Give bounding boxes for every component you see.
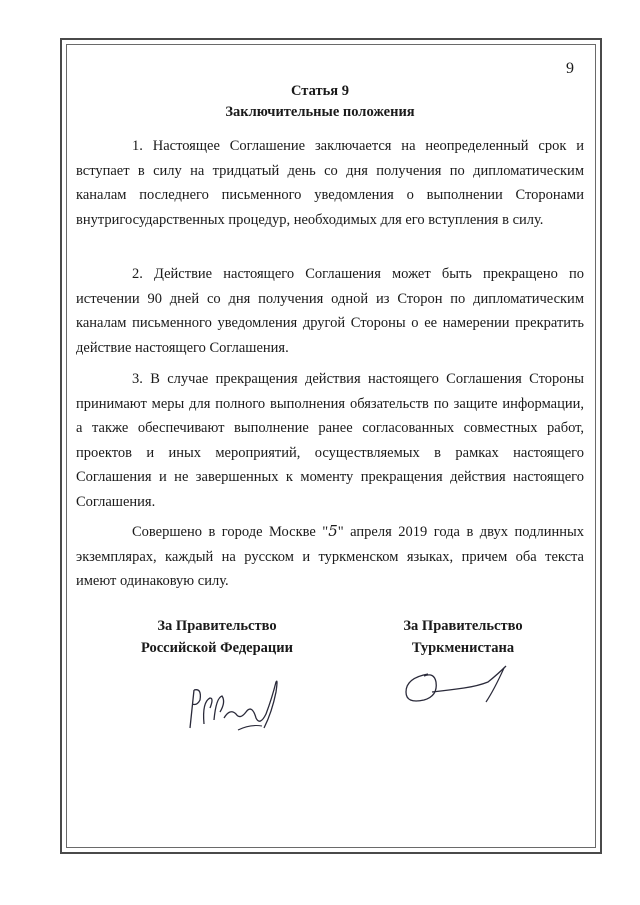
signatory-russia [112,615,322,659]
signatory-turkmenistan-line2: Туркменистана [411,640,515,656]
paragraph-4-end: " апреля 2019 года в двух подлинных экземплярах, каждый на русском и туркменском языках, причем оба текста имеют одинаковую силу. [76,524,584,589]
paragraph-1: 1. Настоящее Соглашение заключается на неопределенный срок и вступает в силу на тридцатый день со дня получения по дипломатическим каналам последнего письменного уведомления о выполнении Сторонами внутригосударственных процедур, необходимых для его вступления в силу. [76,138,584,228]
paragraph-4 [76,519,584,594]
page-number: 9 [566,60,574,77]
signature-turkmenistan [398,660,513,710]
paragraph-3: 3. В случае прекращения действия настоящего Соглашения Стороны принимают меры для полного выполнения обязательств по защите информации, а также обеспечивают выполнение ранее согласованных совместных работ, проектов и иных мероприятий, осуществляемых в рамках настоящего Соглашения и не завершенных к моменту прекращения действия настоящего Соглашения. [76,371,584,510]
paragraph-4-start: Совершено в городе Москве " [132,524,329,540]
signatory-russia-line2: Российской Федерации [140,640,293,656]
signature-russia [180,668,290,738]
article-title: Статья 9 [291,83,349,99]
article-subtitle: Заключительные положения [225,104,415,120]
paragraph-2: 2. Действие настоящего Соглашения может быть прекращено по истечении 90 дней со дня получения одной из Сторон по дипломатическим каналам письменного уведомления другой Стороны о ее намерении прекратить действие настоящего Соглашения. [76,266,584,356]
signatory-russia-line1: За Правительство [157,618,277,634]
signatory-turkmenistan [378,615,548,659]
signatory-turkmenistan-line1: За Правительство [403,618,523,634]
handwritten-day: 5 [328,522,338,540]
